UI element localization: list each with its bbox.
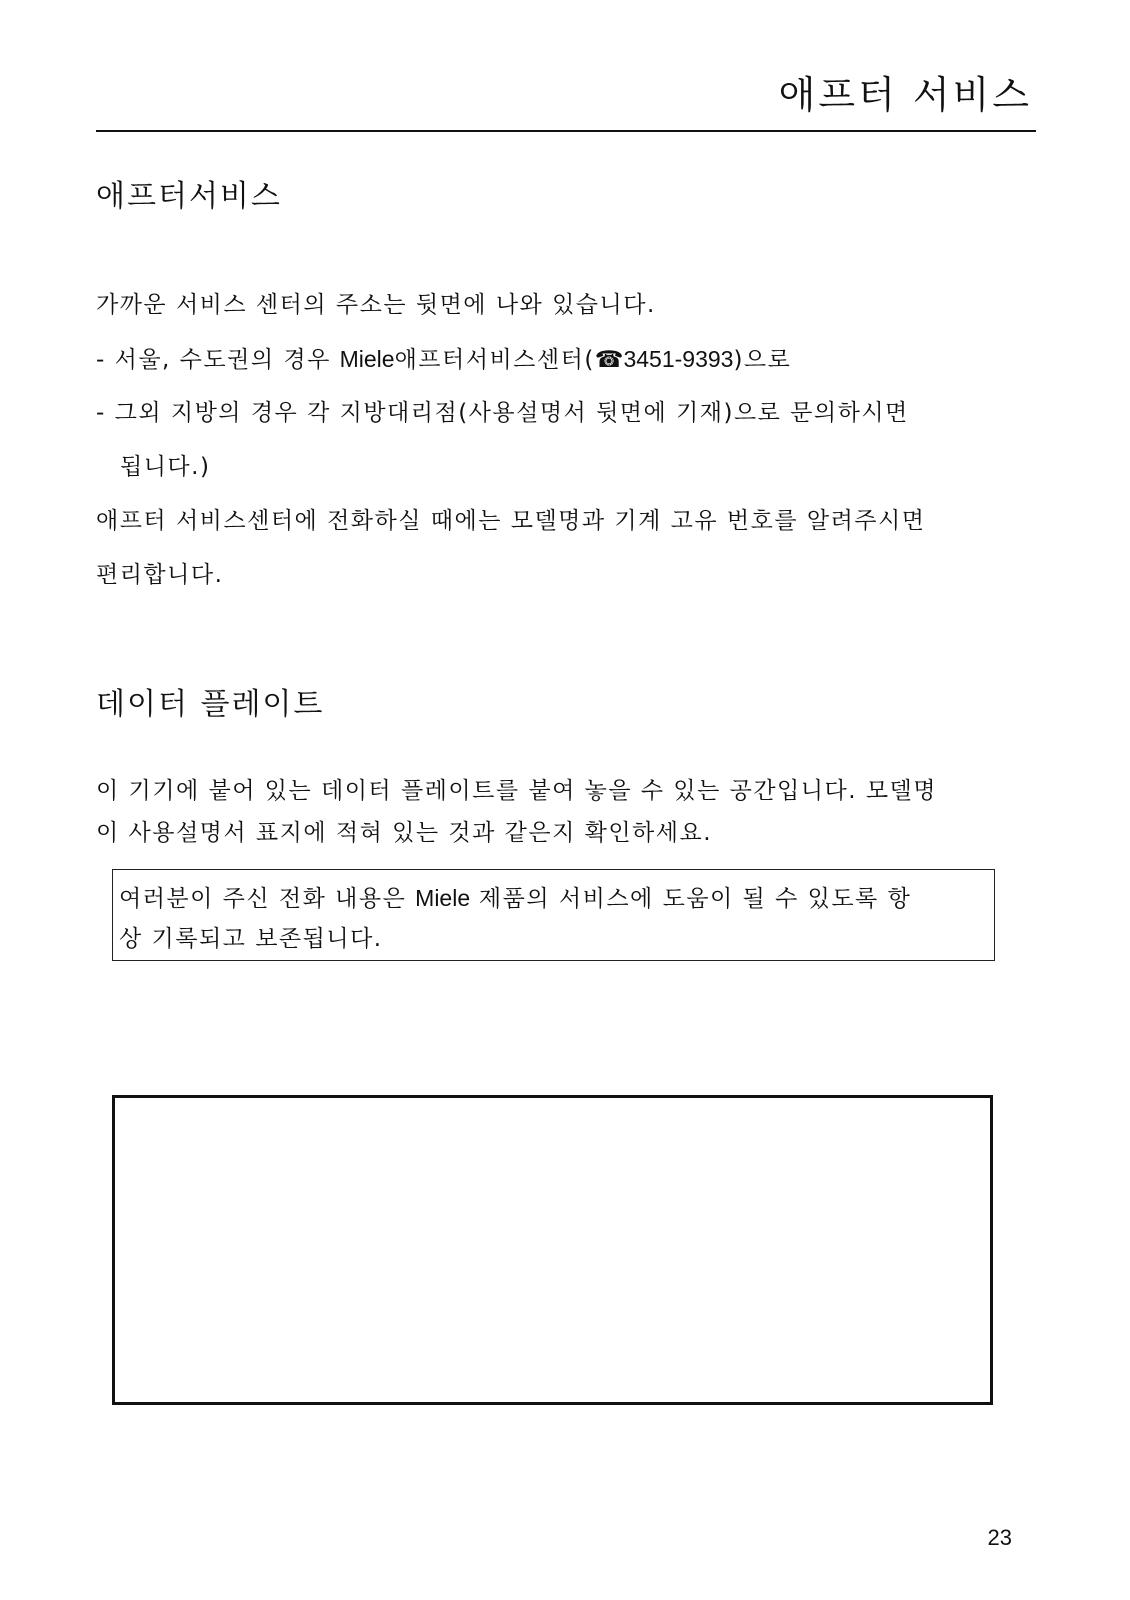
note-box <box>112 869 995 961</box>
note-line1-prefix: 여러분이 주신 전화 내용은 <box>119 886 416 912</box>
note-line-1 <box>119 878 988 919</box>
note-brand-name: Miele <box>415 885 471 911</box>
brand-name: Miele <box>339 346 395 372</box>
service-text-line-4: 됩니다.) <box>120 454 211 480</box>
page-number: 23 <box>987 1525 1012 1550</box>
page-header-title: 애프터 서비스 <box>778 73 1032 117</box>
note-line1-suffix: 제품의 서비스에 도움이 될 수 있도록 항 <box>470 886 912 912</box>
service-phone-number: 3451-9393 <box>623 346 734 372</box>
line2-prefix: - 서울, 수도권의 경우 <box>96 347 340 373</box>
line2-suffix: )으로 <box>733 347 792 373</box>
dataplate-text-line-2: 이 사용설명서 표지에 적혀 있는 것과 같은지 확인하세요. <box>96 820 713 846</box>
section-title-dataplate: 데이터 플레이트 <box>96 687 325 722</box>
service-text-line-5: 애프터 서비스센터에 전화하실 때에는 모델명과 기계 고유 번호를 알려주시면 <box>96 508 926 534</box>
service-text-line-3: - 그외 지방의 경우 각 지방대리점(사용설명서 뒷면에 기재)으로 문의하시면 <box>96 400 909 426</box>
service-text-line-6: 편리합니다. <box>96 562 224 588</box>
section-title-service: 애프터서비스 <box>96 179 282 214</box>
data-plate-placeholder <box>112 1095 993 1405</box>
note-line-2: 상 기록되고 보존됩니다. <box>119 926 383 952</box>
header-divider <box>96 130 1036 132</box>
dataplate-text-line-1: 이 기기에 붙어 있는 데이터 플레이트를 붙여 놓을 수 있는 공간입니다. 모델명 <box>96 778 937 804</box>
service-text-line-2 <box>96 348 1036 372</box>
phone-icon: ☎ <box>594 347 624 373</box>
line2-mid: 애프터서비스센터( <box>394 347 595 373</box>
service-text-line-1: 가까운 서비스 센터의 주소는 뒷면에 나와 있습니다. <box>96 292 656 318</box>
